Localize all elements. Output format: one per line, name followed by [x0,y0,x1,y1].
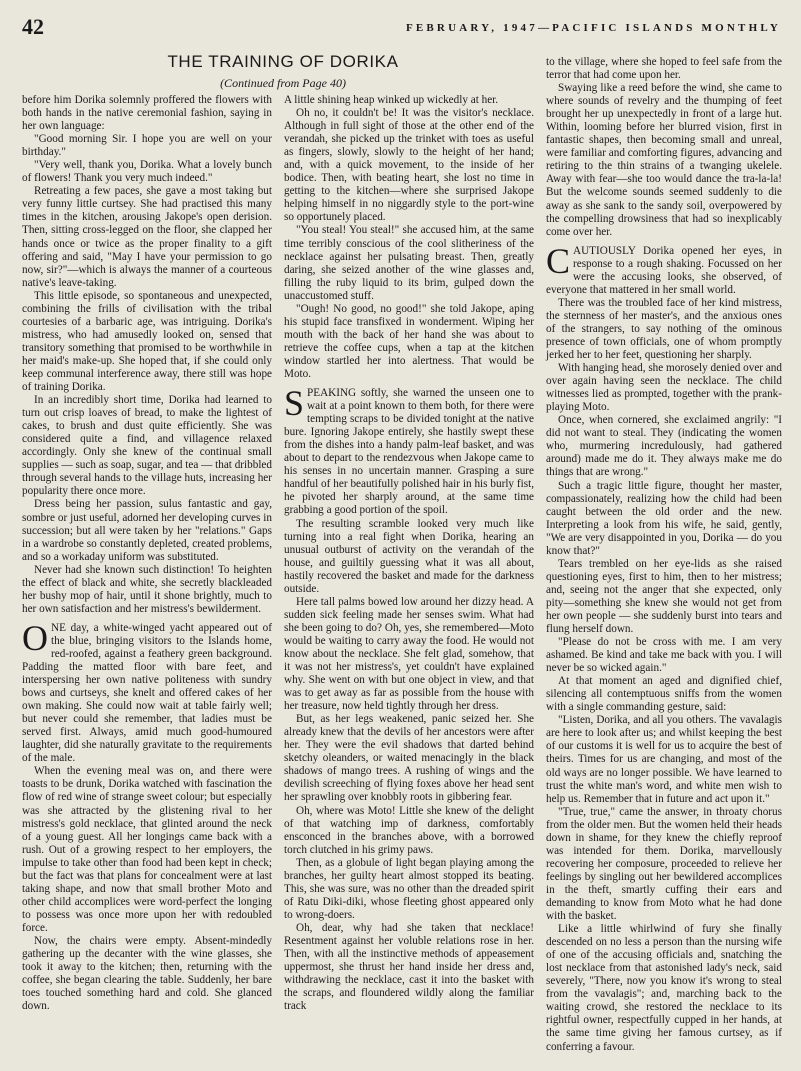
paragraph: "Ough! No good, no good!" she told Jakope, aping his stupid face transfixed in wonderment. Wiping her mouth with the back of her hand she was about to retrieve the coffee cups, when a tap at the kitchen window startled her into alertness. That would be Moto. [284,302,534,380]
story-title: THE TRAINING OF DORIKA [167,52,399,71]
paragraph: "Listen, Dorika, and all you others. The vavalagis are here to look after us; and whilst keeping the best of our customs it is well for us to acquire the best of theirs. Times for us are changing, and most of the old ways are no longer possible. We have learned to trust the white man's word, and white men wish to help us. Remember that in future and act upon it." [546,714,782,805]
paragraph: Then, as a globule of light began playing among the branches, her guilty heart almost stopped its beating. This, she was sure, was no other than the dreaded spirit of Ratu Diki-diki, whose fleeting ghost appeared only to wrong-doers. [284,856,534,921]
page-header [22,14,781,40]
paragraph: Oh no, it couldn't be! It was the visitor's necklace. Although in full sight of those at the other end of the verandah, she picked up the trinket with toes as useful as fingers, slowly, slowly to the height of her hand; and, with a quick movement, to the inside of her bodice. Then, with beating heart, she lost no time in getting to the kitchen—where she surprised Jakope helping himself in no niggardly style to the port-wine so opportunely placed. [284,107,534,224]
paragraph: There was the troubled face of her kind mistress, the sternness of her master's, and the anxious ones of the strangers, to say nothing of the ominous presence of town officials, one of whom promptly jerked her to her feet, questioning her sharply. [546,296,782,362]
paragraph: A little shining heap winked up wickedly at her. [284,94,499,106]
paragraph: Once, when cornered, she exclaimed angrily: "I did not want to steal. They (indicating the women who, murmering incredulously, had gathered around) made me do it. They always make me do things that are wrong." [546,414,782,479]
continued-from-note: (Continued from Page 40) [220,76,346,90]
paragraph: Like a little whirlwind of fury she finally descended on no less a person than the nursing wife of one of the accusing officials and, snatching the lost necklace from that astonished lady's neck, said severely, "There, now you know it's wrong to steal from the vavalagis"; and, marching back to the waiting crowd, she restored the necklace to its rightful owner, respectfully cupped in her hands, at the same time giving her famous curtsey, as if conferring a favour. [546,923,782,1053]
column-2-paragraphs [284,94,534,381]
paragraph: In an incredibly short time, Dorika had learned to turn out crisp loaves of bread, to make the lightest of cakes, to brush and dust quite efficiently. She was considered quite a find, and villagence relaxed accordingly. Only she knew of the continual small supplies — such as soap, sugar, and tea — that dribbled through several hands to the village huts, increasing her popularity there once more. [22,394,272,498]
column-1 [22,94,272,1013]
paragraph: before him Dorika solemnly proffered the flowers with both hands in the native ceremonial fashion, saying in her own language: [22,94,272,133]
page-number: 42 [22,14,44,39]
paragraph: to the village, where she hoped to feel safe from the terror that had come upon her. [546,56,782,82]
paragraph-text: PEAKING softly, she warned the unseen one to wait at a point known to them both, for there were tempting scraps to be divided tonight at the native bure. Ignoring Jakope entirely, she hastily swept these from the dishes into a handy palm-leaf basket, and was about to depart to the rendezvous when Jakope came to his senses in no uncertain manner. Grasping a sure handful of her beautifully polished hair in his burly fist, he pivoted her sharply around, at the same time grabbing a good portion of the spoil. [284,387,534,517]
paragraph: Now, the chairs were empty. Absent-mindedly gathering up the decanter with the wine glasses, she took it away to the kitchen; then, returning with the coffee, she began clearing the table. Suddenly, her bare toes touched something hard and cold. She glanced down. [22,935,272,1013]
drop-cap: S [284,383,305,424]
column-2-paragraphs-continued [284,518,534,1014]
column-3 [546,56,782,1054]
paragraph: This little episode, so spontaneous and unexpected, combining the frills of civilisation with the tribal courtesies of a barbaric age, was intriguing. Dorika's mistress, who had amusedly looked on, sensed that transitory something that promised to be worthwhile in her maid's make-up. She hoped that, if she could only keep communal interference away, there still was hope of training Dorika. [22,289,272,394]
column-1-paragraphs [22,94,272,616]
paragraph: When the evening meal was on, and there were toasts to be drunk, Dorika watched with fascination the flow of red wine of strange sweet colour; but especially was she attracted by the glistening rival to her mistress's gold necklace, that glinted around the neck of a young guest. All her longings came back with a rush. Out of a growing respect to her employers, the impulse to take other than food had been kept in check; but the fact was that plans for concealment were at last taking shape, and now that small brother Moto and other child accomplices were word-perfect the longing to possess was once more upon her with redoubled force. [22,765,272,934]
paragraph: With hanging head, she morosely denied over and over again having seen the necklace. The child witnesses lied as prompted, together with the prank-playing Moto. [546,362,782,414]
section-opening-paragraph [284,383,534,517]
paragraph: "True, true," came the answer, in throaty chorus from the older men. But the women held their heads down in shame, for they knew the chiefly reproof was intended for them. Dorika, marvellously recovering her composure, proceeded to relieve her feelings by singling out her bewildered accomplices in the theft, smartly cuffing their ears and demanding to know from Moto what he had done with the basket. [546,805,782,923]
drop-cap: C [546,240,571,281]
paragraph-text: AUTIOUSLY Dorika opened her eyes, in response to a rough shaking. Focussed on her were the accusing looks, she observed, of everyone that mattered in her small world. [546,244,782,296]
section-opening-paragraph [22,617,272,766]
paragraph: At that moment an aged and dignified chief, silencing all contemptuous sniffs from the women with a single commanding gesture, said: [546,675,782,714]
paragraph: "Very well, thank you, Dorika. What a lovely bunch of flowers! Thank you very much indeed." [22,159,272,185]
paragraph: Oh, dear, why had she taken that necklace! Resentment against her voluble relations rose in her. Then, with all the instinctive methods of appeasement uppermost, she thrust her hand inside her dress and, withdrawing the necklace, cast it into the basket with the scraps, and floundered wildly along the familiar track [284,921,534,1013]
paragraph: "Good morning Sir. I hope you are well on your birthday." [22,133,272,159]
paragraph: Retreating a few paces, she gave a most taking but very funny little curtsey. She had practised this many times in the kitchen, arousing Jakope's open derision. Then, sitting cross-legged on the floor, she clapped her hands once or twice as the proper finality to a gift offering and said, "May I have your permission to go now, sir?"—which is always the manner of a courteous native's leave-taking. [22,185,272,289]
paragraph: "You steal! You steal!" she accused him, at the same time terribly conscious of the cool slitheriness of the necklace against her pulsating breast. Then, greatly daring, she seized another of the wine glasses and, filling the ruby liquid to its brim, gulped down the unaccustomed stuff. [284,224,534,302]
column-3-paragraphs-continued [546,297,782,1054]
paragraph: Here tall palms bowed low around her dizzy head. A sudden sick feeling made her senses swim. What had she been going to do? Oh, yes, she remembered—Moto would be waiting to carry away the food. He would not know about the necklace. She felt glad, somehow, that it was not her mistress's, yet couldn't have explained why. She went on with but one object in view, and that was to get away as far as possible from the house with her treasure, now held tightly through her dress. [284,595,534,713]
paragraph: Never had she known such distinction! To heighten the effect of black and white, she secretly blackleaded her bushy mop of hair, until it shone brightly, much to her own satisfaction and her mistress's bewilderment. [22,563,272,615]
paragraph: Tears trembled on her eye-lids as she raised questioning eyes, first to him, then to her mistress; and, seeing not the anger that she expected, only pity—something she knew she would not get from her own people — she suddenly burst into tears and flung herself down. [546,557,782,636]
paragraph: "Please do not be cross with me. I am very ashamed. Be kind and take me back with you. I will never be so wicked again." [546,636,782,675]
paragraph: Such a tragic little figure, thought her master, compassionately, realizing how the child had been caught between the old order and the new. Interpreting a look from his wife, he said, gently, "We are very disappointed in you, Dorika — do you know that?" [546,479,782,557]
paragraph: The resulting scramble looked very much like turning into a real fight when Dorika, hearing an unusual outburst of activity on the verandah of the house, and guiltily guessing what it was all about, hastily recovered the basket and made for the darkness outside. [284,517,534,595]
drop-cap: O [22,617,48,658]
column-3-paragraphs [546,56,782,239]
paragraph: Swaying like a reed before the wind, she came to where sounds of revelry and the thumping of feet brought her up unexpectedly in front of a large hut. Within, looming before her blurred vision, first in fantastic shapes, then becoming small and unreal, were familiar and comforting figures, advancing and retiring to the thin strains of a twanging ukelele. Away with fear—she too would dance the tra-la-la! But the welcome sounds seemed suddenly to die away as she sank to the sandy soil, overpowered by the compelling drowsiness that had so inexplicably come over her. [546,82,782,238]
running-head: FEBRUARY, 1947—PACIFIC ISLANDS MONTHLY [405,22,781,34]
paragraph: Dress being her passion, sulus fantastic and gay, sombre or just useful, adorned her developing curves in succession; but all were taken by her "relations." Gaps in a wardrobe so constantly depleted, created problems, and so a workaday uniform was substituted. [22,498,272,563]
paragraph-text: NE day, a white-winged yacht appeared out of the blue, bringing visitors to the Islands home, red-roofed, against a feathery green background. Padding the matted floor with bare feet, and interspersing her own native politeness with sundry bows and curtseys, she knelt and offered cakes of her own making. She could now wait at table fairly well; but never could she remember, that ladies must be served first. Always, amid much good-humoured laughter, did she naturally gravitate to the requirements of the male. [22,621,272,765]
paragraph: But, as her legs weakened, panic seized her. She already knew that the devils of her ancestors were after her. They were the evil shadows that darted behind sketchy oleanders, or waited menacingly in the black shadows of mango trees. A rushing of wings and the devilish screeching of flying foxes above her head sent her sprawling over knobbly roots in gibbering fear. [284,713,534,804]
section-opening-paragraph [546,240,782,297]
column-2 [284,94,534,1013]
column-1-paragraphs-continued [22,765,272,1013]
paragraph: Oh, where was Moto! Little she knew of the delight of that watching imp of darkness, comfortably ensconced in the branches above, with a borrowed torch clutched in his grimy paws. [284,804,534,856]
